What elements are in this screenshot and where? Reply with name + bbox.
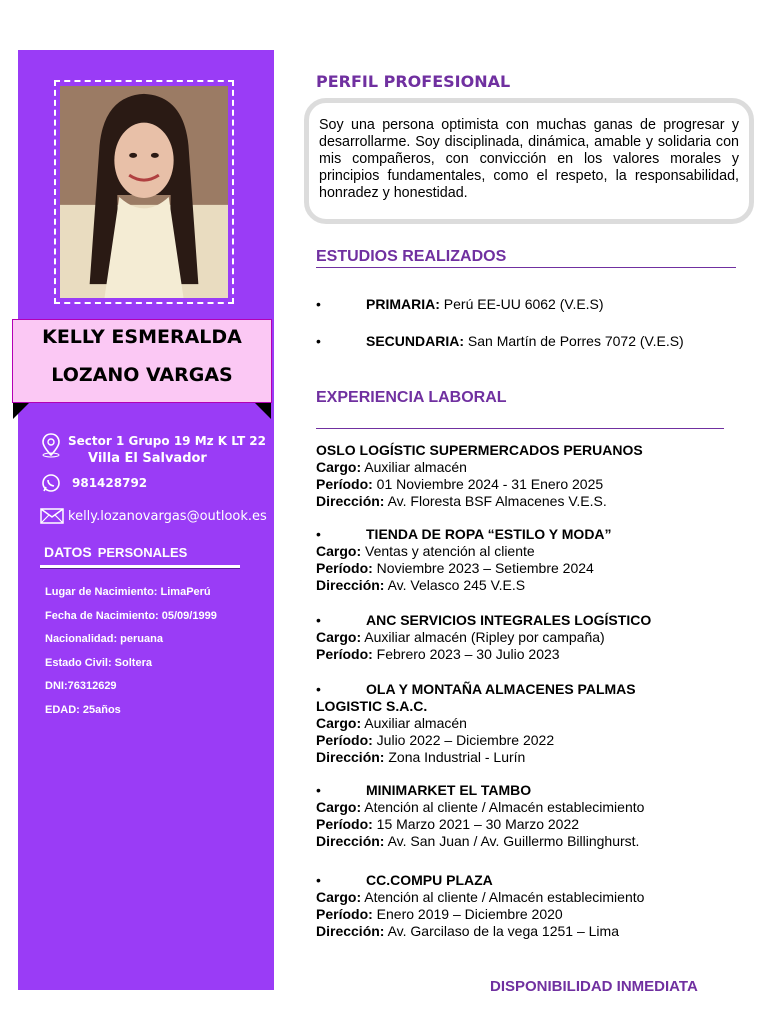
job-cargo: Auxiliar almacén (361, 459, 467, 475)
bullet: • (316, 681, 321, 697)
cargo-label: Cargo: (316, 459, 362, 475)
bullet: • (316, 612, 321, 628)
direccion-label: Dirección: (316, 577, 385, 593)
periodo-label: Período: (316, 906, 373, 922)
bullet: • (316, 296, 321, 312)
ribbon-fold-left (13, 403, 29, 419)
cargo-label: Cargo: (316, 715, 362, 731)
bullet: • (316, 526, 321, 542)
job-cargo: Auxiliar almacén (361, 715, 467, 731)
direccion-label: Dirección: (316, 833, 385, 849)
datos-divider (40, 565, 240, 569)
job-direccion: Av. San Juan / Av. Guillermo Billinghurst. (384, 833, 640, 849)
job-periodo: Febrero 2023 – 30 Julio 2023 (372, 646, 560, 662)
ribbon-fold-right (255, 403, 271, 419)
periodo-label: Período: (316, 476, 373, 492)
address-line-1: Sector 1 Grupo 19 Mz K LT 22 (68, 434, 266, 448)
cargo-label: Cargo: (316, 889, 362, 905)
personal-data-item: Nacionalidad: peruana (45, 633, 163, 645)
job-company: OSLO LOGÍSTIC SUPERMERCADOS PERUANOS (316, 442, 643, 458)
job-periodo: Noviembre 2023 – Setiembre 2024 (372, 560, 594, 576)
mail-icon (40, 508, 64, 524)
job-company: CC.COMPU PLAZA (366, 872, 493, 888)
location-pin-icon (40, 432, 62, 458)
perfil-title: PERFIL PROFESIONAL (316, 72, 511, 91)
personal-data-item: DNI:76312629 (45, 680, 117, 692)
job-entry (316, 872, 644, 940)
datos-title-small: PERSONALES (97, 545, 188, 560)
estudios-divider (316, 267, 736, 268)
job-direccion: Av. Floresta BSF Almacenes V.E.S. (384, 493, 607, 509)
job-direccion: Av. Velasco 245 V.E.S (384, 577, 526, 593)
bullet: • (316, 782, 321, 798)
estudios-title: ESTUDIOS REALIZADOS (316, 248, 507, 265)
name-box (12, 319, 272, 403)
cargo-label: Cargo: (316, 629, 362, 645)
job-periodo: 15 Marzo 2021 – 30 Marzo 2022 (372, 816, 580, 832)
direccion-label: Dirección: (316, 749, 385, 765)
job-entry (316, 782, 644, 850)
personal-data-item: Estado Civil: Soltera (45, 657, 152, 669)
job-direccion: Av. Garcilaso de la vega 1251 – Lima (384, 923, 619, 939)
job-company: OLA Y MONTAÑA ALMACENES PALMAS (366, 681, 636, 697)
email-link[interactable]: kelly.lozanovargas@outlook.es (68, 509, 267, 524)
estudio-label: SECUNDARIA: (366, 333, 464, 349)
personal-data-item: Lugar de Nacimiento: LimaPerú (45, 586, 211, 598)
job-entry (316, 442, 643, 510)
name-line-1: KELLY ESMERALDA (42, 326, 242, 348)
name-line-2: LOZANO VARGAS (51, 364, 233, 386)
job-cargo: Atención al cliente / Almacén establecimiento (361, 889, 645, 905)
profile-photo (60, 86, 228, 298)
job-cargo: Atención al cliente / Almacén establecimiento (361, 799, 645, 815)
experiencia-title: EXPERIENCIA LABORAL (316, 389, 507, 406)
job-entry (316, 681, 636, 766)
bullet: • (316, 333, 321, 349)
address-line-2: Villa El Salvador (88, 451, 207, 466)
job-company: ANC SERVICIOS INTEGRALES LOGÍSTICO (366, 612, 652, 628)
estudio-value: Perú EE-UU 6062 (V.E.S) (439, 296, 604, 312)
personal-data-item: Fecha de Nacimiento: 05/09/1999 (45, 610, 217, 622)
job-company: TIENDA DE ROPA “ESTILO Y MODA” (366, 526, 612, 542)
job-cargo: Ventas y atención al cliente (361, 543, 535, 559)
job-direccion: Zona Industrial - Lurín (384, 749, 526, 765)
datos-title-main: DATOS (44, 544, 92, 560)
job-company: MINIMARKET EL TAMBO (366, 782, 532, 798)
perfil-box (304, 98, 754, 224)
job-periodo: 01 Noviembre 2024 - 31 Enero 2025 (372, 476, 604, 492)
periodo-label: Período: (316, 816, 373, 832)
job-entry (316, 526, 612, 594)
datos-section-title (44, 544, 187, 560)
cargo-label: Cargo: (316, 543, 362, 559)
profile-photo-frame (54, 80, 234, 304)
estudio-label: PRIMARIA: (366, 296, 440, 312)
periodo-label: Período: (316, 560, 373, 576)
job-cargo: Auxiliar almacén (Ripley por campaña) (361, 629, 605, 645)
direccion-label: Dirección: (316, 923, 385, 939)
periodo-label: Período: (316, 646, 373, 662)
job-company-line-2: LOGISTIC S.A.C. (316, 698, 428, 714)
availability-footer: DISPONIBILIDAD INMEDIATA (490, 978, 698, 995)
direccion-label: Dirección: (316, 493, 385, 509)
job-periodo: Enero 2019 – Diciembre 2020 (372, 906, 563, 922)
personal-data-item: EDAD: 25años (45, 704, 121, 716)
phone-number: 981428792 (72, 476, 148, 490)
cargo-label: Cargo: (316, 799, 362, 815)
experiencia-divider (316, 428, 724, 429)
job-entry (316, 612, 651, 663)
bullet: • (316, 872, 321, 888)
perfil-text: Soy una persona optimista con muchas ganas de progresar y desarrollarme. Soy disciplinada, dinámica, amable y solidaria con mis compañeros, con convicción en los valores morales y principios fundamentales, como el respeto, la responsabilidad, honradez y honestidad. (319, 117, 739, 201)
estudio-value: San Martín de Porres 7072 (V.E.S) (464, 333, 684, 349)
periodo-label: Período: (316, 732, 373, 748)
whatsapp-icon (41, 473, 61, 493)
job-periodo: Julio 2022 – Diciembre 2022 (372, 732, 555, 748)
